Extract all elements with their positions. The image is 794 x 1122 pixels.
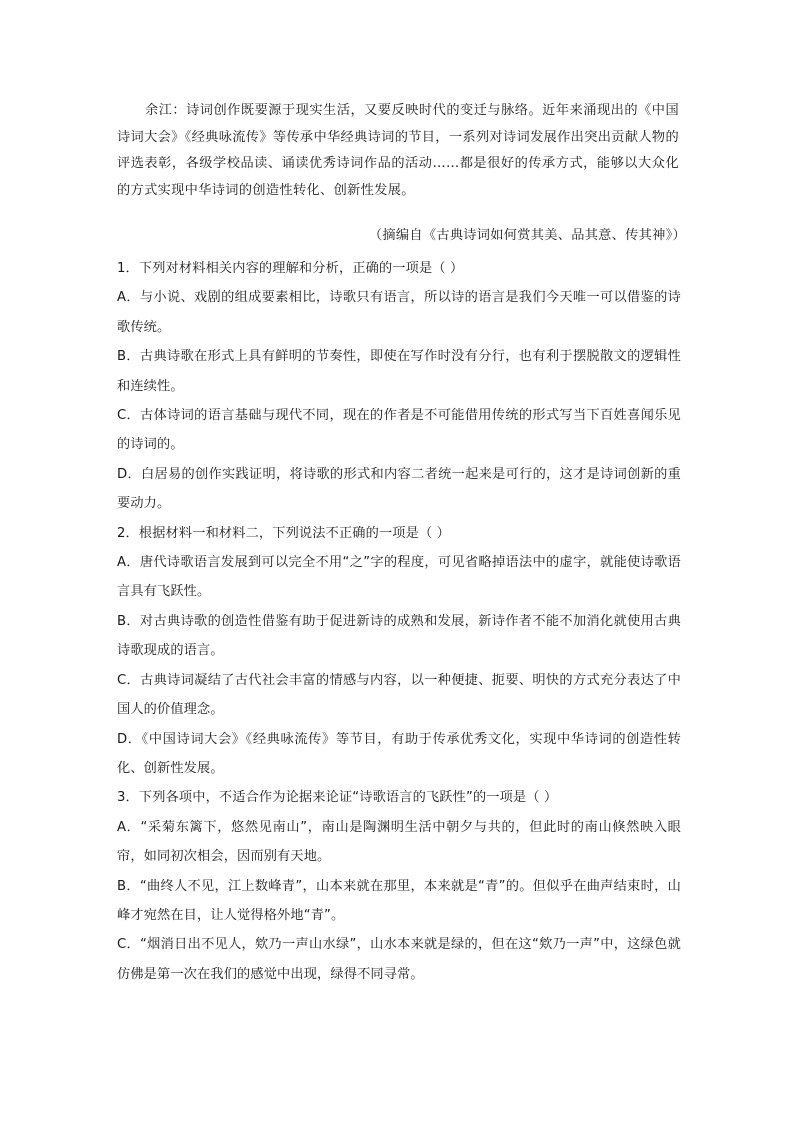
passage-paragraph: 余江：诗词创作既要源于现实生活，又要反映时代的变迁与脉络。近年来涌现出的《中国诗词大会》《经典咏流传》等传承中华经典诗词的节目，一系列对诗词发展作出突出贡献人物的评选表彰，各级学校品读、诵读优秀诗词作品的活动……都是很好的传承方式，能够以大众化的方式实现中华诗词的创造性转化、创新性发展。	[117, 103, 679, 198]
option-c: C．古典诗词凝结了古代社会丰富的情感与内容，以一种便捷、扼要、明快的方式充分表达了中国人的价值理念。	[117, 672, 681, 718]
option-a: A．唐代诗歌语言发展到可以完全不用“之”字的程度，可见省略掉语法中的虚字，就能使诗歌语言具有飞跃性。	[117, 555, 681, 600]
question-stem: 3．下列各项中，不适合作为论据来论证“诗歌语言的飞跃性”的一项是（ ）	[117, 790, 558, 806]
option-b: B．古典诗歌在形式上具有鲜明的节奏性，即使在写作时没有分行，也有利于摆脱散文的逻辑性和连续性。	[117, 349, 681, 394]
option-c: C．“烟消日出不见人，欸乃一声山水绿”，山水本来就是绿的，但在这“欸乃一声”中，这绿色就仿佛是第一次在我们的感觉中出现，绿得不同寻常。	[117, 937, 681, 982]
question-stem: 2．根据材料一和材料二，下列说法不正确的一项是（ ）	[117, 525, 450, 541]
passage-source: （摘编自《古典诗词如何赏其美、品其意、传其神》）	[368, 228, 686, 243]
question-stem: 1．下列对材料相关内容的理解和分析，正确的一项是（ ）	[117, 261, 464, 276]
option-a: A．与小说、戏剧的组成要素相比，诗歌只有语言，所以诗的语言是我们今天唯一可以借鉴的诗歌传统。	[117, 290, 681, 335]
option-c: C．古体诗词的语言基础与现代不同，现在的作者是不可能借用传统的形式写当下百姓喜闻乐见的诗词的。	[117, 408, 681, 453]
question-3	[117, 783, 681, 989]
question-1	[117, 254, 681, 519]
option-d: D．白居易的创作实践证明，将诗歌的形式和内容二者统一起来是可行的，这才是诗词创新的重要动力。	[117, 466, 681, 512]
question-2	[117, 519, 681, 784]
option-b: B．“曲终人不见，江上数峰青”，山本来就在那里，本来就是“青”的。但似乎在曲声结束时，山峰才宛然在目，让人觉得格外地“青”。	[117, 878, 681, 923]
option-b: B．对古典诗歌的创造性借鉴有助于促进新诗的成熟和发展，新诗作者不能不加消化就使用古典诗歌现成的语言。	[117, 613, 681, 659]
option-a: A．“采菊东篱下，悠然见南山”，南山是陶渊明生活中朝夕与共的，但此时的南山倏然映入眼帘，如同初次相会，因而别有天地。	[117, 819, 681, 865]
question-list	[117, 254, 681, 989]
option-d: D．《中国诗词大会》《经典咏流传》等节目，有助于传承优秀文化，实现中华诗词的创造性转化、创新性发展。	[117, 731, 681, 776]
